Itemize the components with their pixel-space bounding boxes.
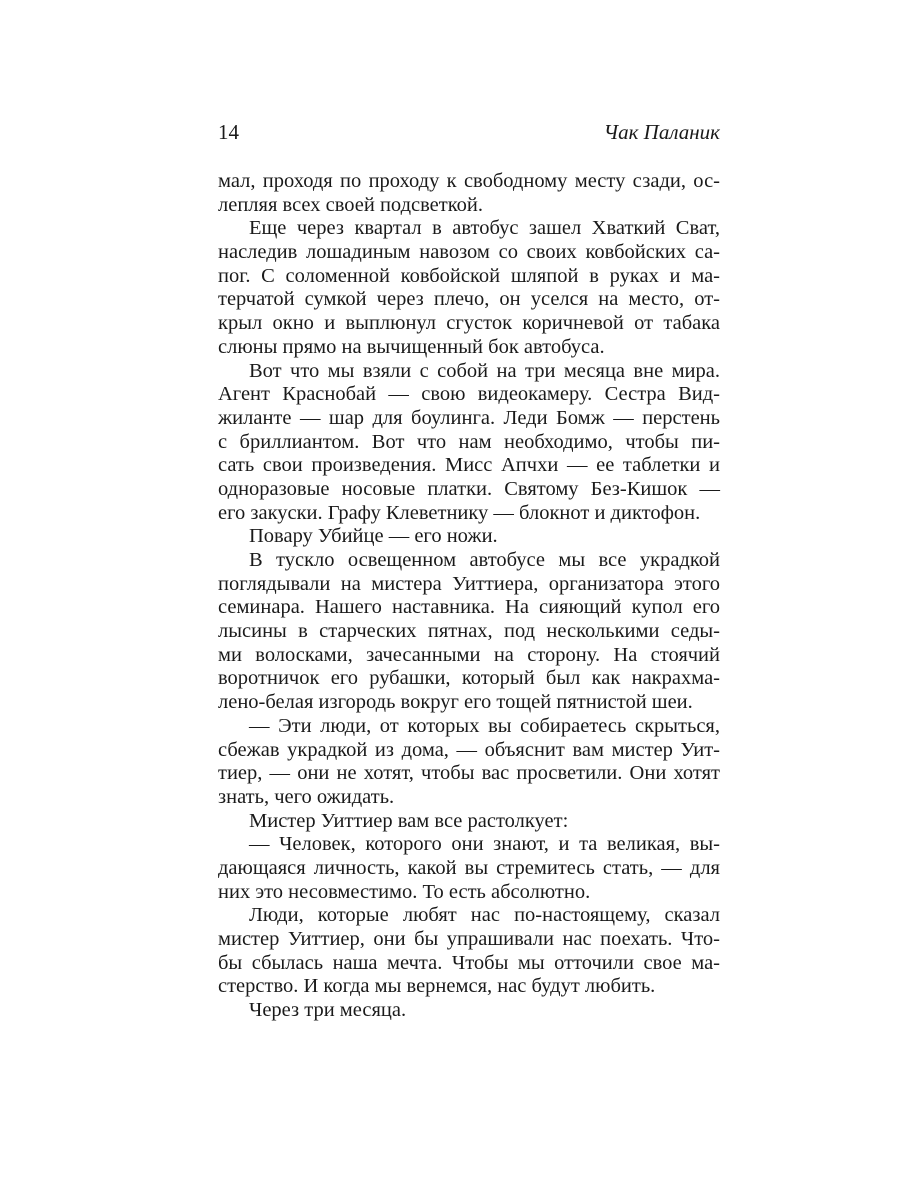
- text-line: мал, проходя по проходу к свободному месту сзади, ос-: [218, 170, 720, 192]
- paragraph: [218, 904, 720, 999]
- text-line: одноразовые носовые платки. Святому Без-Кишок —: [218, 477, 720, 500]
- page-number: 14: [218, 120, 239, 144]
- text-line: пог. С соломенной ковбойской шляпой в руках и ма-: [218, 264, 720, 287]
- text-line: терчатой сумкой через плечо, он уселся на место, от-: [218, 288, 720, 311]
- text-line: тиер, — они не хотят, чтобы вас просветили. Они хотят: [218, 762, 720, 785]
- text-line: Вот что мы взяли с собой на три месяца вне мира.: [249, 359, 720, 382]
- text-line: мистер Уиттиер, они бы упрашивали нас поехать. Что-: [218, 928, 720, 950]
- text-line: воротничок его рубашки, который был как накрахма-: [218, 667, 720, 690]
- paragraph: [218, 715, 720, 810]
- text-line: дающаяся личность, какой вы стремитесь стать, — для: [218, 856, 720, 879]
- paragraph: [218, 999, 720, 1023]
- text-line: слюны прямо на вычищенный бок автобуса.: [218, 335, 605, 358]
- paragraph: [218, 360, 720, 526]
- text-line: ми волосками, зачесанными на сторону. На стоячий: [218, 643, 720, 666]
- text-line: Через три месяца.: [249, 999, 407, 1022]
- text-line: семинара. Нашего наставника. На сияющий купол его: [218, 596, 720, 619]
- text-line: наследив лошадиным навозом со своих ковбойских са-: [218, 241, 720, 264]
- text-line: с бриллиантом. Вот что нам необходимо, чтобы пи-: [218, 430, 720, 453]
- text-line: его закуски. Графу Клеветнику — блокнот и диктофон.: [218, 501, 701, 524]
- text-line: Люди, которые любят нас по-настоящему, сказал: [249, 904, 720, 927]
- text-line: Агент Краснобай — свою видеокамеру. Сестра Вид-: [218, 383, 720, 406]
- paragraph: [218, 549, 720, 715]
- paragraph: [218, 810, 720, 834]
- paragraph: [218, 525, 720, 549]
- text-line: Мистер Уиттиер вам все растолкует:: [249, 809, 569, 832]
- text-line: лено-белая изгородь вокруг его тощей пятнистой шеи.: [218, 691, 693, 714]
- paragraph: [218, 217, 720, 359]
- text-line: Еще через квартал в автобус зашел Хваткий Сват,: [249, 217, 720, 240]
- page-body-text: [218, 170, 720, 1023]
- text-line: знать, чего ожидать.: [218, 785, 395, 808]
- text-line: В тускло освещенном автобусе мы все украдкой: [249, 549, 720, 571]
- paragraph: [218, 833, 720, 904]
- text-line: бы сбылась наша мечта. Чтобы мы отточили свое ма-: [218, 951, 720, 974]
- text-line: Повару Убийце — его ножи.: [249, 525, 498, 548]
- paragraph: [218, 170, 720, 217]
- text-line: сать свои произведения. Мисс Апчхи — ее таблетки и: [218, 454, 720, 477]
- running-header: [218, 120, 720, 150]
- text-line: лепляя всех своей подсветкой.: [218, 193, 483, 216]
- text-line: поглядывали на мистера Уиттиера, организатора этого: [218, 572, 720, 595]
- text-line: — Человек, которого они знают, и та великая, вы-: [249, 833, 720, 856]
- text-line: сбежав украдкой из дома, — объяснит вам мистер Уит-: [218, 738, 720, 761]
- text-line: лысины в старческих пятнах, под несколькими седы-: [218, 620, 720, 643]
- running-author: Чак Паланик: [603, 120, 720, 144]
- text-line: жиланте — шар для боулинга. Леди Бомж — перстень: [218, 406, 720, 429]
- text-line: крыл окно и выплюнул сгусток коричневой от табака: [218, 312, 720, 335]
- text-line: стерство. И когда мы вернемся, нас будут любить.: [218, 975, 656, 998]
- text-line: — Эти люди, от которых вы собираетесь скрыться,: [249, 714, 720, 737]
- text-line: них это несовместимо. То есть абсолютно.: [218, 880, 591, 903]
